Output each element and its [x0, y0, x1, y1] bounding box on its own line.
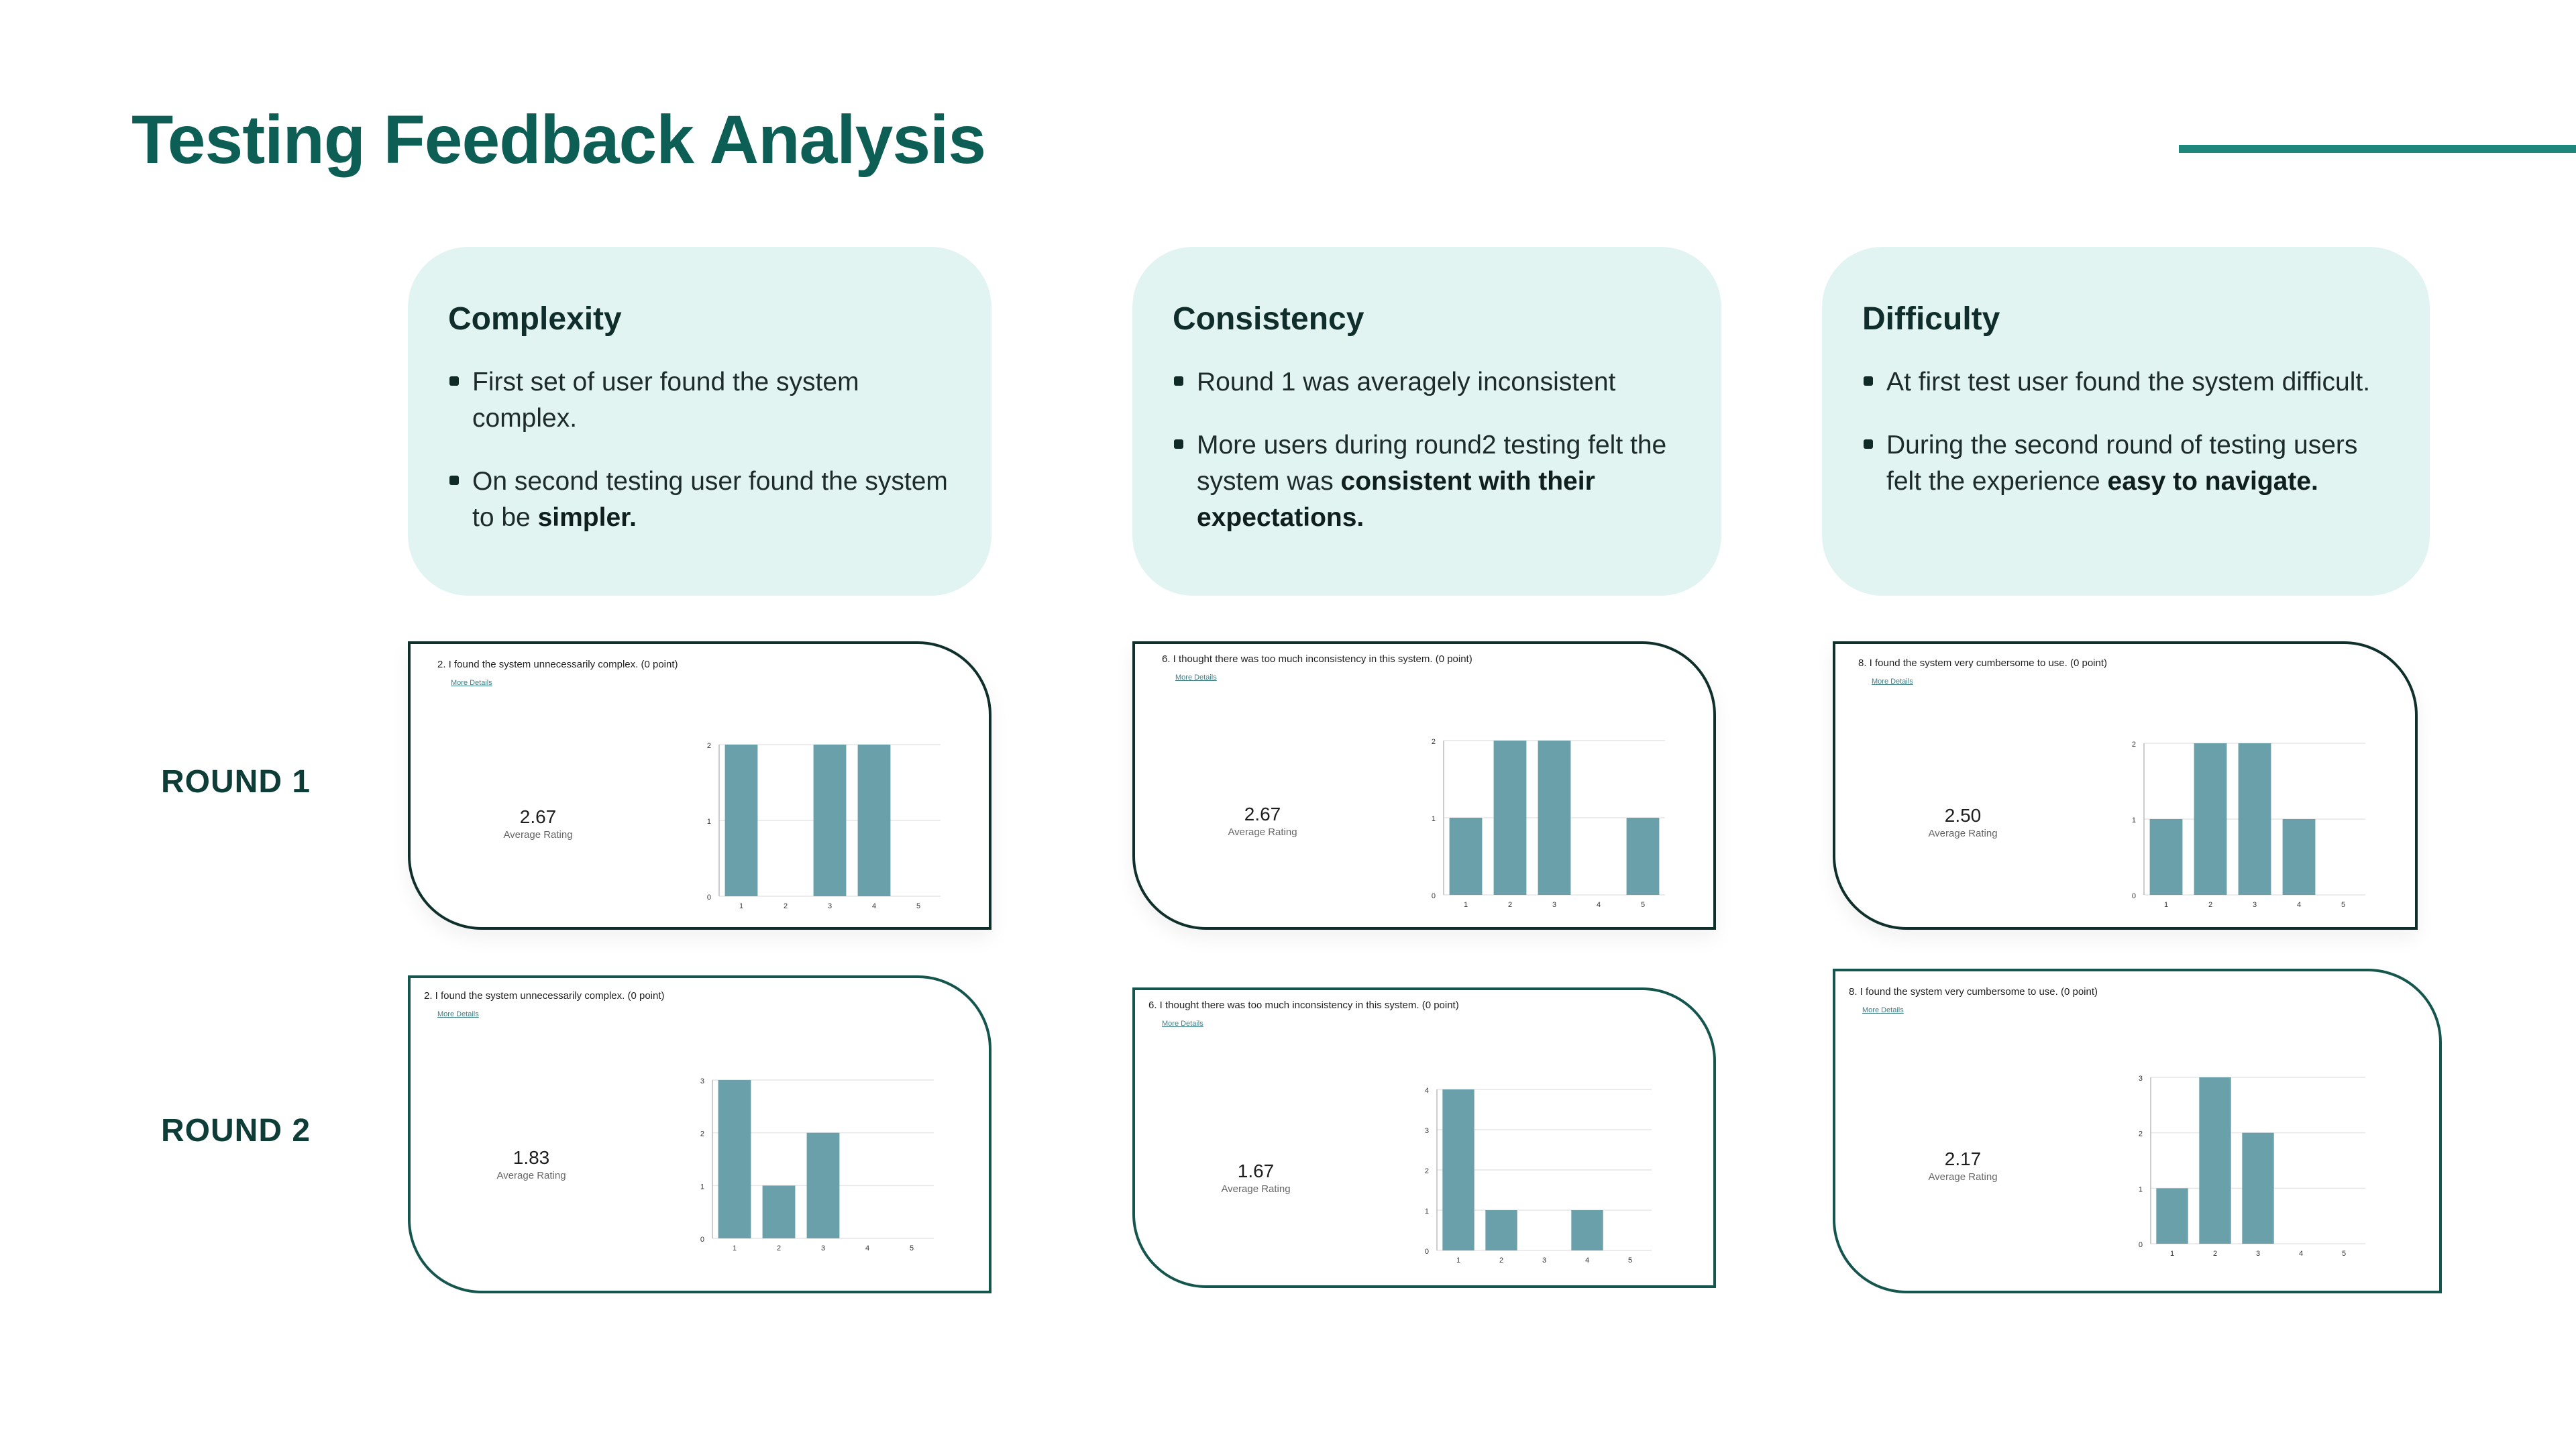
chart-panel-round1-complexity [408, 641, 991, 930]
y-tick-label: 2 [1424, 1167, 1429, 1175]
y-tick-label: 1 [2138, 1185, 2143, 1194]
x-tick-label: 2 [783, 902, 788, 910]
bar-chart [699, 738, 947, 916]
y-tick-label: 0 [2138, 1241, 2143, 1249]
card-bullet: On second testing user found the system to be simpler. [448, 464, 953, 536]
x-tick-label: 4 [871, 902, 877, 910]
bar-1 [1450, 818, 1483, 895]
bar-3 [814, 745, 847, 896]
bar-3 [1538, 741, 1571, 895]
x-tick-label: 3 [820, 1244, 826, 1252]
y-tick-label: 0 [2131, 892, 2136, 900]
average-rating-label: Average Rating [1228, 826, 1297, 838]
y-tick-label: 2 [2131, 741, 2136, 749]
y-tick-label: 3 [2138, 1075, 2143, 1083]
x-tick-label: 4 [2296, 901, 2302, 909]
bar-2 [2199, 1077, 2231, 1244]
card-bullet: At first test user found the system difficult. [1862, 364, 2391, 400]
card-bullet: During the second round of testing users felt the experience easy to navigate. [1862, 427, 2391, 500]
average-rating-value: 1.83 [513, 1147, 550, 1168]
chart-panel-round2-difficulty [1833, 969, 2442, 1293]
y-tick-label: 0 [1431, 892, 1436, 900]
y-tick-label: 4 [1424, 1087, 1429, 1095]
bar-1 [2150, 819, 2183, 895]
x-tick-label: 4 [1585, 1256, 1590, 1265]
x-tick-label: 1 [739, 902, 744, 910]
average-rating-value: 1.67 [1237, 1161, 1275, 1181]
average-rating-value: 2.67 [1244, 804, 1281, 824]
x-tick-label: 2 [1499, 1256, 1504, 1265]
x-tick-label: 2 [1507, 901, 1513, 909]
x-tick-label: 3 [1542, 1256, 1547, 1265]
bar-chart [692, 1073, 941, 1258]
card-complexity [408, 247, 991, 596]
y-tick-label: 0 [706, 894, 711, 902]
bar-3 [2242, 1133, 2273, 1244]
bar-2 [1494, 741, 1527, 895]
bar-2 [2194, 743, 2227, 895]
y-tick-label: 2 [2138, 1130, 2143, 1138]
card-title: Difficulty [1862, 301, 2000, 337]
bar-chart [2124, 737, 2372, 915]
x-tick-label: 3 [1552, 901, 1557, 909]
x-tick-label: 3 [2255, 1250, 2261, 1258]
x-tick-label: 5 [1640, 901, 1646, 909]
y-tick-label: 3 [1424, 1127, 1429, 1135]
chart-panel-round1-difficulty [1833, 641, 2418, 930]
x-tick-label: 3 [2252, 901, 2257, 909]
average-rating-label: Average Rating [503, 829, 573, 841]
average-rating-value: 2.17 [1944, 1148, 1982, 1169]
bar-2 [1485, 1210, 1517, 1250]
y-tick-label: 2 [700, 1130, 704, 1138]
x-tick-label: 5 [916, 902, 921, 910]
more-details-link[interactable]: More Details [1162, 1020, 1203, 1028]
question-title: 2. I found the system unnecessarily complex. (0 point) [437, 659, 678, 670]
y-tick-label: 2 [706, 742, 711, 750]
average-rating-value: 2.67 [519, 806, 557, 827]
bar-2 [763, 1185, 796, 1238]
average-rating-label: Average Rating [1928, 1171, 1998, 1183]
more-details-link[interactable]: More Details [1862, 1006, 1904, 1014]
x-tick-label: 3 [827, 902, 833, 910]
question-title: 6. I thought there was too much inconsistency in this system. (0 point) [1148, 1000, 1459, 1011]
y-tick-label: 1 [706, 818, 711, 826]
x-tick-label: 5 [2341, 901, 2346, 909]
chart-panel-round2-complexity [408, 975, 991, 1293]
x-tick-label: 2 [2208, 901, 2213, 909]
bar-chart [2131, 1071, 2372, 1264]
question-title: 6. I thought there was too much inconsistency in this system. (0 point) [1162, 653, 1472, 665]
x-tick-label: 4 [865, 1244, 870, 1252]
average-rating-value: 2.50 [1944, 805, 1982, 826]
question-title: 8. I found the system very cumbersome to use. (0 point) [1858, 657, 2108, 669]
more-details-link[interactable]: More Details [1175, 674, 1217, 682]
question-title: 8. I found the system very cumbersome to use. (0 point) [1849, 986, 2098, 998]
x-tick-label: 1 [2163, 901, 2169, 909]
x-tick-label: 5 [1627, 1256, 1633, 1265]
card-difficulty [1822, 247, 2430, 596]
bar-3 [2239, 743, 2271, 895]
x-tick-label: 1 [1456, 1256, 1461, 1265]
card-bullet: Round 1 was averagely inconsistent [1173, 364, 1682, 400]
x-tick-label: 5 [2341, 1250, 2347, 1258]
bar-1 [2156, 1188, 2188, 1244]
card-title: Complexity [448, 301, 622, 337]
average-rating-label: Average Rating [496, 1170, 566, 1181]
x-tick-label: 1 [732, 1244, 737, 1252]
x-tick-label: 1 [1463, 901, 1468, 909]
bar-1 [1442, 1089, 1474, 1250]
card-title: Consistency [1173, 301, 1364, 337]
bar-3 [807, 1133, 840, 1238]
bar-chart [1424, 734, 1672, 915]
average-rating-label: Average Rating [1928, 828, 1998, 839]
bar-5 [1627, 818, 1660, 895]
y-tick-label: 1 [1424, 1208, 1429, 1216]
card-bullet: More users during round2 testing felt the system was consistent with their expectations. [1173, 427, 1682, 536]
round-1-label: ROUND 1 [161, 764, 311, 800]
y-tick-label: 1 [2131, 816, 2136, 824]
question-title: 2. I found the system unnecessarily complex. (0 point) [424, 990, 665, 1002]
bar-4 [858, 745, 891, 896]
title-accent-line [2179, 145, 2576, 153]
more-details-link[interactable]: More Details [451, 679, 492, 687]
chart-panel-round1-consistency [1132, 641, 1716, 930]
x-tick-label: 4 [1596, 901, 1601, 909]
x-tick-label: 4 [2298, 1250, 2304, 1258]
bar-4 [1571, 1210, 1603, 1250]
x-tick-label: 5 [909, 1244, 914, 1252]
more-details-link[interactable]: More Details [1872, 678, 1913, 686]
bar-4 [2283, 819, 2316, 895]
y-tick-label: 1 [700, 1183, 704, 1191]
x-tick-label: 2 [776, 1244, 782, 1252]
page-title: Testing Feedback Analysis [131, 101, 986, 178]
bar-1 [725, 745, 758, 896]
chart-panel-round2-consistency [1132, 987, 1716, 1288]
y-tick-label: 0 [1424, 1248, 1429, 1256]
card-bullet: First set of user found the system complex. [448, 364, 953, 437]
average-rating-label: Average Rating [1221, 1183, 1291, 1195]
round-2-label: ROUND 2 [161, 1113, 311, 1148]
bar-chart [1417, 1083, 1658, 1271]
bar-1 [718, 1080, 751, 1238]
y-tick-label: 0 [700, 1236, 704, 1244]
card-consistency [1132, 247, 1721, 596]
more-details-link[interactable]: More Details [437, 1010, 479, 1018]
x-tick-label: 2 [2212, 1250, 2218, 1258]
y-tick-label: 2 [1431, 738, 1436, 746]
y-tick-label: 3 [700, 1077, 704, 1085]
y-tick-label: 1 [1431, 815, 1436, 823]
x-tick-label: 1 [2169, 1250, 2175, 1258]
